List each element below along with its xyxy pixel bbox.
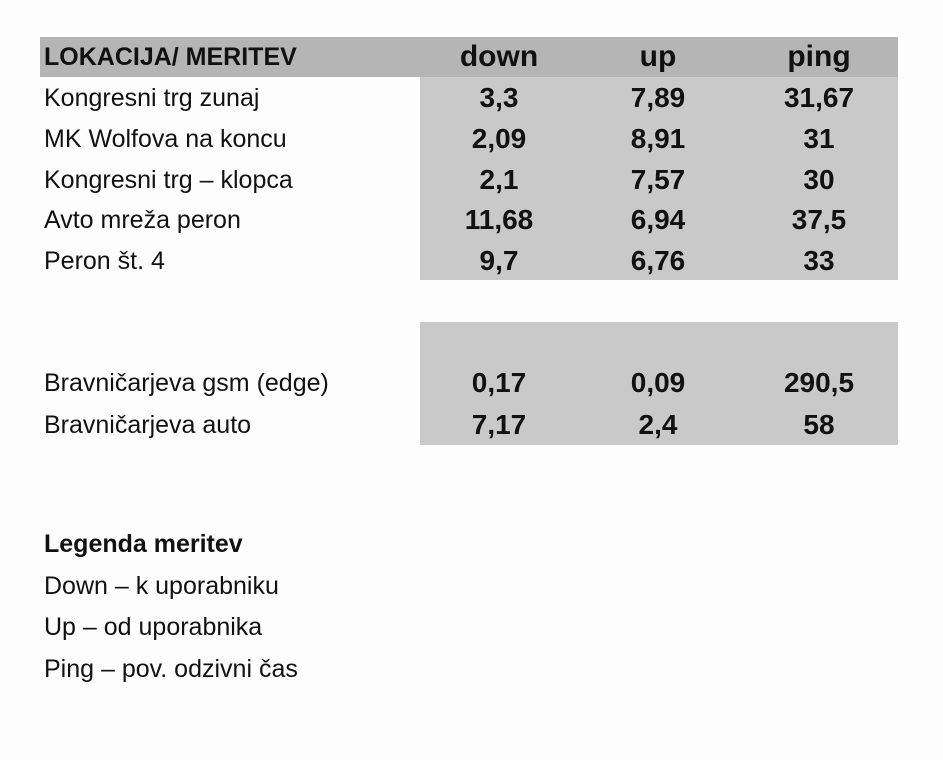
table-row <box>0 405 943 445</box>
table-header <box>0 37 943 77</box>
ping-cell: 33 <box>803 245 835 276</box>
up-cell: 0,09 <box>630 367 686 398</box>
location-cell: Kongresni trg zunaj <box>44 84 260 112</box>
down-cell: 9,7 <box>479 245 519 276</box>
location-cell: Kongresni trg – klopca <box>44 166 293 194</box>
location-cell: Bravničarjeva gsm (edge) <box>44 369 329 397</box>
up-cell: 8,91 <box>630 123 686 154</box>
down-cell: 7,17 <box>471 409 527 440</box>
ping-cell: 58 <box>803 409 835 440</box>
ping-cell: 30 <box>803 164 835 195</box>
table-row <box>0 241 943 281</box>
header-up: up <box>639 40 677 73</box>
legend-title: Legenda meritev <box>44 530 243 558</box>
table-row <box>0 200 943 240</box>
down-cell: 11,68 <box>464 204 534 235</box>
table-row <box>0 160 943 200</box>
legend-item: Ping – pov. odzivni čas <box>44 655 298 683</box>
ping-cell: 31,67 <box>783 82 855 113</box>
legend-item: Down – k uporabniku <box>44 572 279 600</box>
ping-cell: 290,5 <box>783 367 855 398</box>
table-row <box>0 78 943 118</box>
location-cell: Peron št. 4 <box>44 247 165 275</box>
up-cell: 6,94 <box>630 204 686 235</box>
up-cell: 7,57 <box>630 164 686 195</box>
location-cell: Avto mreža peron <box>44 206 241 234</box>
down-cell: 2,09 <box>471 123 527 154</box>
ping-cell: 37,5 <box>791 204 847 235</box>
location-cell: MK Wolfova na koncu <box>44 125 287 153</box>
down-cell: 2,1 <box>479 164 519 195</box>
up-cell: 2,4 <box>638 409 678 440</box>
down-cell: 3,3 <box>479 82 519 113</box>
table-row <box>0 119 943 159</box>
up-cell: 6,76 <box>630 245 686 276</box>
down-cell: 0,17 <box>471 367 527 398</box>
location-cell: Bravničarjeva auto <box>44 411 252 439</box>
ping-cell: 31 <box>803 123 835 154</box>
header-location: LOKACIJA/ MERITEV <box>44 43 297 71</box>
table-row <box>0 363 943 403</box>
legend-item: Up – od uporabnika <box>44 613 263 641</box>
up-cell: 7,89 <box>630 82 686 113</box>
header-ping: ping <box>787 40 851 73</box>
header-down: down <box>459 40 539 73</box>
